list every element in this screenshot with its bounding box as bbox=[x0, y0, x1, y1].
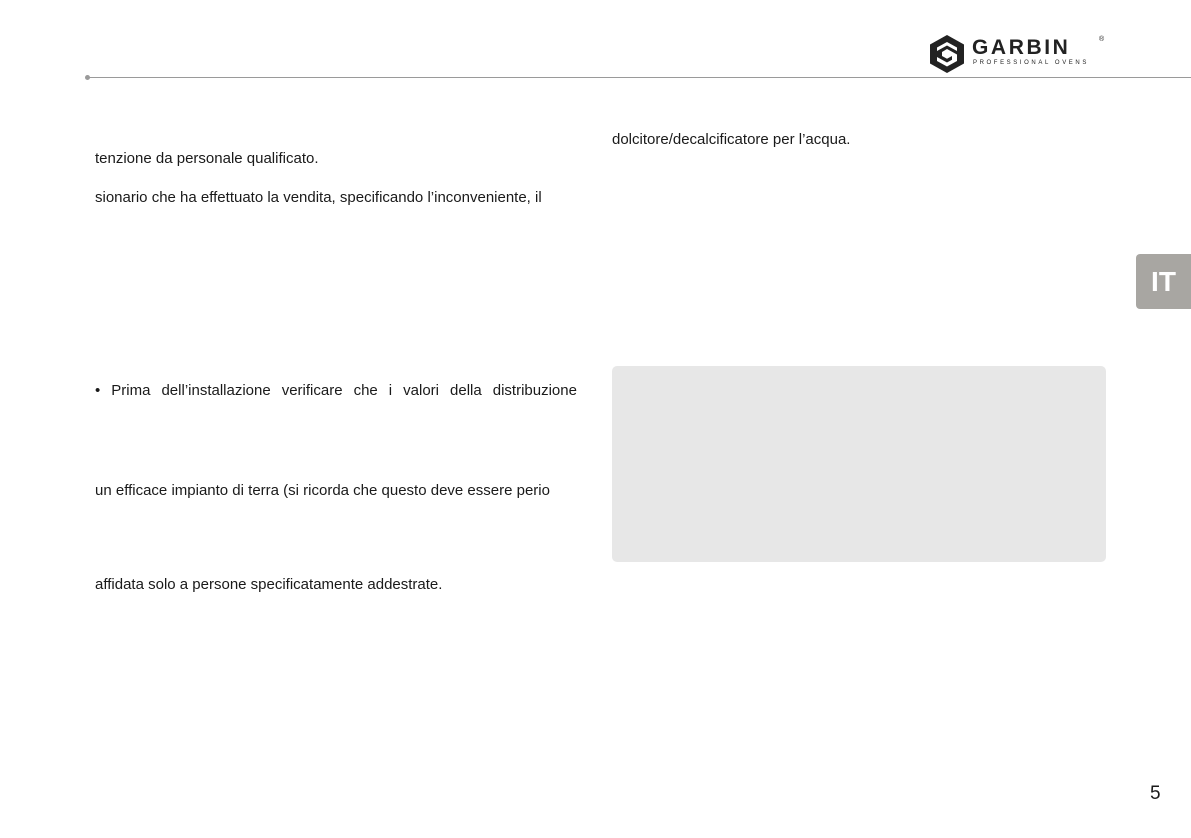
bullet-word: Prima bbox=[111, 382, 151, 399]
bullet-word: che bbox=[353, 382, 378, 399]
bullet-marker: • bbox=[95, 382, 101, 399]
bullet-word: distribuzione bbox=[492, 382, 577, 399]
bullet-word: dell’installazione bbox=[161, 382, 271, 399]
left-text-line-1: tenzione da personale qualificato. bbox=[95, 150, 319, 167]
grey-info-box bbox=[612, 366, 1106, 562]
logo-tagline: PROFESSIONAL OVENS bbox=[973, 60, 1089, 66]
left-text-line-2: sionario che ha effettuato la vendita, specificando l’inconveniente, il bbox=[95, 189, 542, 206]
logo-wordmark: GARBIN bbox=[972, 36, 1071, 59]
bullet-item bbox=[95, 382, 577, 400]
left-text-line-4: un efficace impianto di terra (si ricorda che questo deve essere perio bbox=[95, 482, 550, 499]
left-text-line-5: affidata solo a persone specificatamente addestrate. bbox=[95, 576, 443, 593]
bullet-word: valori bbox=[403, 382, 440, 399]
logo-registered-mark: ® bbox=[1099, 36, 1105, 43]
header-rule bbox=[88, 77, 1191, 78]
language-tab: IT bbox=[1136, 254, 1191, 309]
page-number: 5 bbox=[1150, 783, 1161, 804]
bullet-word: verificare bbox=[281, 382, 343, 399]
garbin-logo-icon bbox=[928, 34, 966, 74]
bullet-word: della bbox=[450, 382, 482, 399]
brand-logo bbox=[928, 34, 1110, 74]
right-text-line-1: dolcitore/decalcificatore per l’acqua. bbox=[612, 131, 851, 148]
bullet-word: i bbox=[388, 382, 393, 399]
